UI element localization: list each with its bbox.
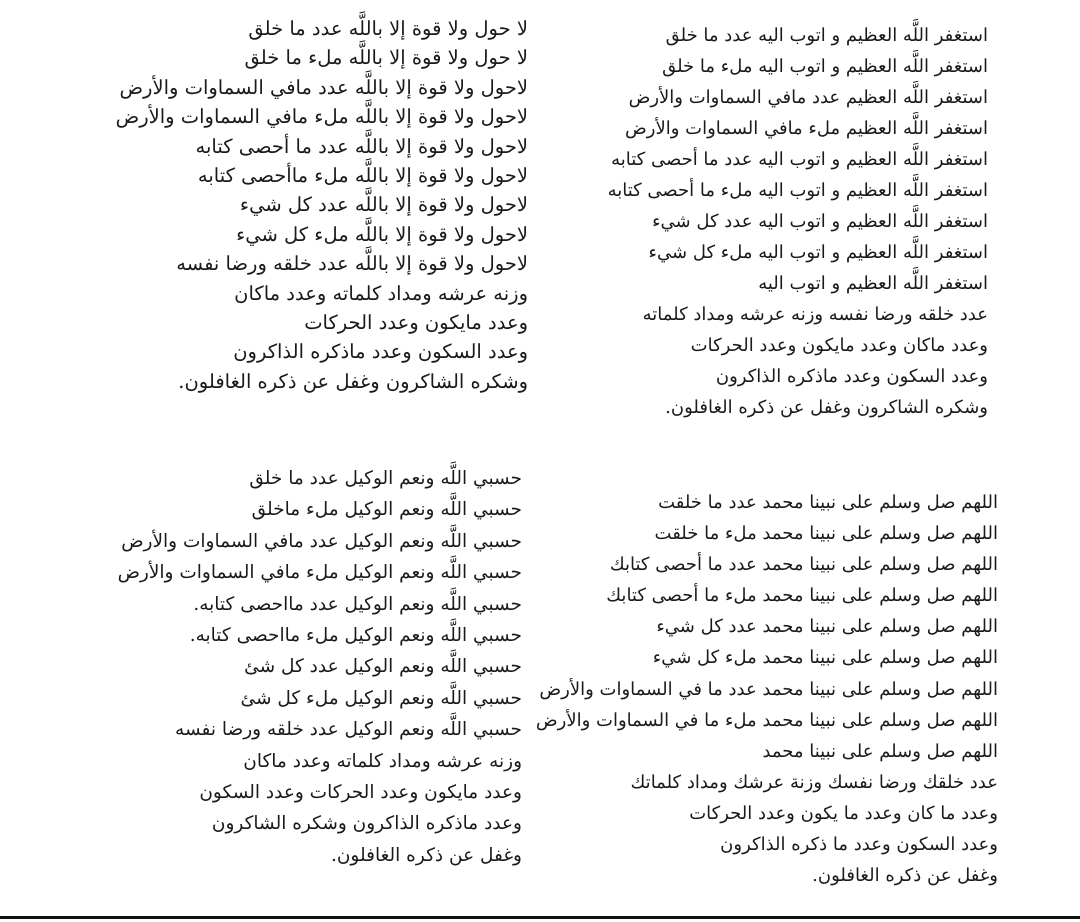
dhikr-line: اللهم صل وسلم على نبينا محمد عدد كل شيء: [656, 616, 998, 638]
dhikr-line: وغفل عن ذكره الغافلون.: [812, 865, 998, 887]
salawat-dhikr-block: [528, 487, 998, 891]
dhikr-line: لاحول ولا قوة إلا باللَّه ملء ماأحصى كتابه: [197, 164, 528, 188]
dhikr-line: استغفر اللَّه العظيم و اتوب اليه ملء كل شيء: [648, 242, 988, 263]
dhikr-line: استغفر اللَّه العظيم ملء مافي السماوات والأرض: [625, 118, 988, 139]
dhikr-line: استغفر اللَّه العظيم و اتوب اليه عدد ما أحصى كتابه: [611, 149, 988, 170]
dhikr-line: حسبي اللَّه ونعم الوكيل ملء مااحصى كتابه.: [189, 625, 522, 647]
dhikr-line: لا حول ولا قوة إلا باللَّه عدد ما خلق: [248, 17, 528, 40]
dhikr-line: عدد خلقك ورضا نفسك وزنة عرشك ومداد كلماتك: [630, 771, 998, 793]
dhikr-line: حسبي اللَّه ونعم الوكيل عدد مااحصى كتابه.: [193, 593, 522, 615]
dhikr-line: وعدد السكون وعدد ماذكره الذاكرون: [233, 340, 528, 364]
dhikr-line: وزنه عرشه ومداد كلماته وعدد ماكان: [234, 281, 528, 305]
istighfar-dhikr-block: [578, 20, 988, 423]
dhikr-line: اللهم صل وسلم على نبينا محمد عدد ما أحصى كتابك: [609, 554, 998, 576]
dhikr-line: لا حول ولا قوة إلا باللَّه ملء ما خلق: [244, 46, 528, 70]
dhikr-line: وشكره الشاكرون وغفل عن ذكره الغافلون.: [665, 397, 988, 418]
dhikr-line: اللهم صل وسلم على نبينا محمد: [762, 740, 998, 762]
dhikr-line: اللهم صل وسلم على نبينا محمد ملء ما أحصى كتابك: [606, 585, 998, 607]
dhikr-line: حسبي اللَّه ونعم الوكيل عدد ما خلق: [249, 468, 522, 489]
dhikr-line: لاحول ولا قوة إلا باللَّه عدد ما أحصى كتابه: [195, 134, 528, 158]
dhikr-line: لاحول ولا قوة إلا باللَّه عدد كل شيء: [239, 193, 528, 217]
dhikr-line: استغفر اللَّه العظيم و اتوب اليه عدد ما خلق: [665, 25, 988, 46]
dhikr-line: حسبي اللَّه ونعم الوكيل عدد مافي السماوات والأرض: [121, 530, 522, 552]
dhikr-line: حسبي اللَّه ونعم الوكيل ملء كل شئ: [240, 687, 522, 709]
dhikr-line: وعدد السكون وعدد ما ذكره الذاكرون: [720, 834, 998, 856]
dhikr-line: وعدد ماكان وعدد مايكون وعدد الحركات: [690, 335, 988, 356]
dhikr-line: اللهم صل وسلم على نبينا محمد ملء ما خلقت: [654, 523, 998, 545]
dhikr-line: لاحول ولا قوة إلا باللَّه ملء مافي السماوات والأرض: [115, 105, 528, 129]
dhikr-line: وعدد السكون وعدد ماذكره الذاكرون: [715, 366, 988, 387]
dhikr-line: وغفل عن ذكره الغافلون.: [330, 844, 522, 866]
dhikr-line: اللهم صل وسلم على نبينا محمد عدد ما في السماوات والأرض: [539, 678, 998, 700]
dhikr-line: حسبي اللَّه ونعم الوكيل عدد كل شئ: [244, 656, 522, 678]
dhikr-line: استغفر اللَّه العظيم و اتوب اليه: [758, 273, 988, 294]
dhikr-line: استغفر اللَّه العظيم عدد مافي السماوات والأرض: [628, 87, 988, 108]
dhikr-line: عدد خلقه ورضا نفسه وزنه عرشه ومداد كلماته: [642, 304, 988, 325]
dhikr-line: اللهم صل وسلم على نبينا محمد ملء كل شيء: [652, 647, 998, 669]
dhikr-line: لاحول ولا قوة إلا باللَّه ملء كل شيء: [236, 222, 528, 246]
dhikr-line: حسبي اللَّه ونعم الوكيل ملء مافي السماوات والأرض: [117, 562, 522, 584]
dhikr-line: وعدد مايكون وعدد الحركات وعدد السكون: [199, 782, 522, 804]
dhikr-line: وعدد ما كان وعدد ما يكون وعدد الحركات: [689, 802, 998, 824]
la-hawl-dhikr-block: [88, 14, 528, 396]
dhikr-line: حسبي اللَّه ونعم الوكيل ملء ماخلق: [251, 499, 522, 521]
dhikr-line: وزنه عرشه ومداد كلماته وعدد ماكان: [243, 750, 522, 772]
bottom-divider: [0, 916, 1080, 919]
dhikr-line: لاحول ولا قوة إلا باللَّه عدد مافي السماوات والأرض: [119, 75, 528, 99]
hasbi-dhikr-block: [82, 463, 522, 871]
dhikr-line: استغفر اللَّه العظيم و اتوب اليه ملء ما أحصى كتابه: [607, 180, 988, 201]
dhikr-line: اللهم صل وسلم على نبينا محمد عدد ما خلقت: [658, 492, 998, 513]
dhikr-line: وشكره الشاكرون وغفل عن ذكره الغافلون.: [178, 369, 528, 393]
dhikr-line: اللهم صل وسلم على نبينا محمد ملء ما في السماوات والأرض: [535, 709, 998, 731]
dhikr-line: استغفر اللَّه العظيم و اتوب اليه ملء ما خلق: [662, 56, 988, 77]
dhikr-line: استغفر اللَّه العظيم و اتوب اليه عدد كل شيء: [652, 211, 988, 232]
dhikr-line: وعدد مايكون وعدد الحركات: [304, 311, 528, 335]
dhikr-line: وعدد ماذكره الذاكرون وشكره الشاكرون: [211, 813, 522, 835]
dhikr-line: حسبي اللَّه ونعم الوكيل عدد خلقه ورضا نفسه: [175, 719, 522, 741]
dhikr-line: لاحول ولا قوة إلا باللَّه عدد خلقه ورضا نفسه: [176, 252, 528, 276]
